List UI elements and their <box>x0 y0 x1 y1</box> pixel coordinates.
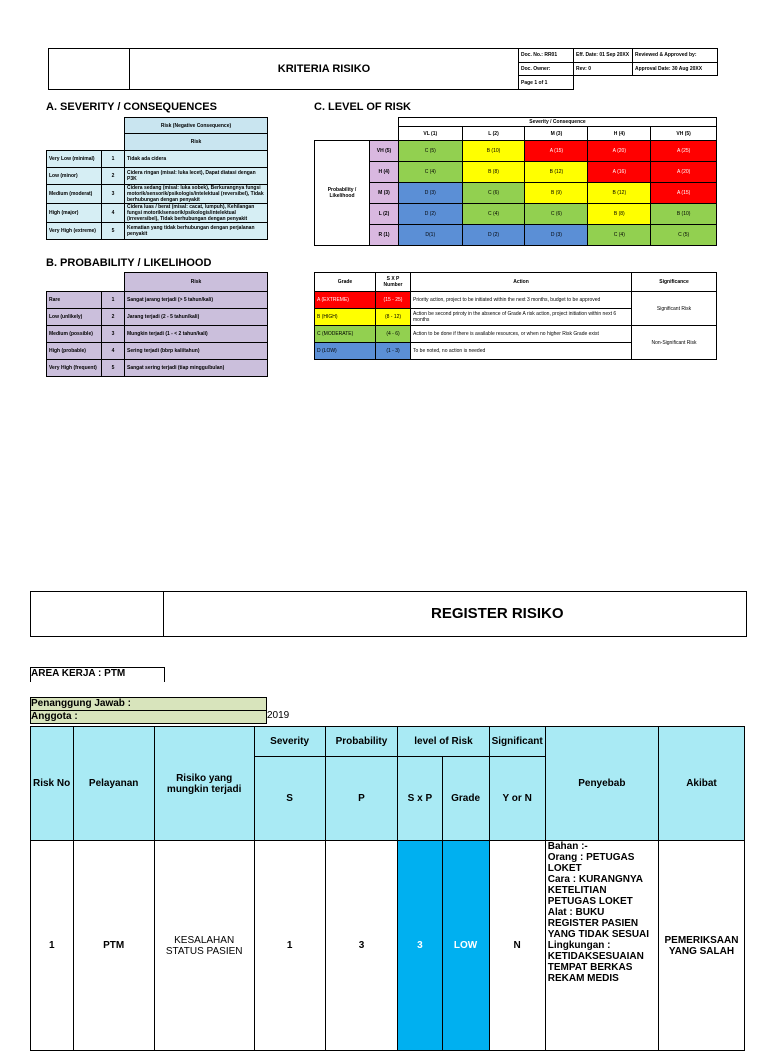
probability-title: B. PROBABILITY / LIKELIHOOD <box>46 257 212 269</box>
probability-num: 4 <box>102 343 125 360</box>
grade-action: Action to be done if there is available resources, or when no higher Risk Grade exist <box>411 326 632 343</box>
significant-header: Significant <box>489 727 545 757</box>
grade-action: To be noted, no action is needed <box>411 343 632 360</box>
non-significant-label: Non-Significant Risk <box>632 326 717 360</box>
probability-num: 3 <box>102 326 125 343</box>
level-cell: D (2) <box>399 204 463 225</box>
probability-label: Low (unlikely) <box>47 309 102 326</box>
severity-label: Very Low (minimal) <box>47 150 102 167</box>
grade-range: (4 - 6) <box>376 326 411 343</box>
risk-no: 1 <box>31 841 74 1051</box>
level-cell: D(1) <box>399 225 463 246</box>
probability-row <box>47 360 268 377</box>
level-cell: B (12) <box>525 162 588 183</box>
level-title: C. LEVEL OF RISK <box>314 101 411 113</box>
severity-label: Low (minor) <box>47 167 102 184</box>
level-cell: B (10) <box>462 141 525 162</box>
sxp-value: 3 <box>398 841 442 1051</box>
level-cell: A (15) <box>651 183 717 204</box>
severity-row <box>47 222 268 239</box>
level-col-header: L (2) <box>462 127 525 141</box>
probability-desc: Jarang terjadi (2 - 5 tahun/kali) <box>125 309 268 326</box>
grade-label: D (LOW) <box>315 343 376 360</box>
level-cell: A (20) <box>588 141 651 162</box>
level-cell: D (3) <box>525 225 588 246</box>
risiko: KESALAHAN STATUS PASIEN <box>154 841 254 1051</box>
probability-num: 5 <box>102 360 125 377</box>
severity-desc: Cidera sedang (misal: luka sobek), Berkurangnya fungsi motorik/sensorik/psikologis/intelektual (reversibel), Tidak berhubungan dengan penyakit <box>125 184 268 203</box>
level-cell: C (4) <box>462 204 525 225</box>
severity-header-1: Risk (Negative Consequence) <box>125 118 268 134</box>
table-row <box>31 841 745 1051</box>
risk-no-header: Risk No <box>31 727 74 841</box>
probability-label: High (probable) <box>47 343 102 360</box>
grade-header: Grade <box>315 273 376 292</box>
level-cell: C (6) <box>525 204 588 225</box>
grade-range: (15 - 25) <box>376 292 411 309</box>
severity-row <box>47 184 268 203</box>
register-title: REGISTER RISIKO <box>431 605 564 622</box>
level-cell: A (15) <box>525 141 588 162</box>
s-value: 1 <box>254 841 325 1051</box>
sxp-header: S x P <box>398 757 442 841</box>
page-title: KRITERIA RISIKO <box>130 49 519 90</box>
p-header: P <box>325 757 398 841</box>
register-header <box>30 591 747 637</box>
grade-range: (1 - 3) <box>376 343 411 360</box>
level-cell: C (4) <box>399 162 463 183</box>
level-header: level of Risk <box>398 727 489 757</box>
level-col-header: H (4) <box>588 127 651 141</box>
level-cell: B (9) <box>525 183 588 204</box>
severity-desc: Cidera ringan (misal: luka lecet), Dapat diatasi dengan P3K <box>125 167 268 184</box>
doc-no: Doc. No.: RR01 <box>519 49 574 63</box>
document-header <box>48 48 718 90</box>
level-cell: D (2) <box>462 225 525 246</box>
probability-header: Probability <box>325 727 398 757</box>
level-col-header: VL (1) <box>399 127 463 141</box>
approval-date: Approval Date: 30 Aug 20XX <box>633 62 718 76</box>
area-kerja: AREA KERJA : PTM <box>30 667 165 682</box>
level-row-label: H (4) <box>370 162 399 183</box>
level-cell: A (16) <box>588 162 651 183</box>
doc-owner: Doc. Owner: <box>519 62 574 76</box>
akibat: PEMERIKSAAN YANG SALAH <box>658 841 744 1051</box>
p-value: 3 <box>325 841 398 1051</box>
action-header: Action <box>411 273 632 292</box>
level-of-risk-table <box>314 117 717 246</box>
severity-num: 2 <box>102 167 125 184</box>
penyebab: Bahan :- Orang : PETUGAS LOKET Cara : KURANGNYA KETELITIAN PETUGAS LOKET Alat : BUKU REGISTER PASIEN YANG TIDAK SESUAI Lingkungan : KETIDAKSESUAIAN TEMPAT BERKAS REKAM MEDIS <box>545 841 658 1051</box>
severity-title: A. SEVERITY / CONSEQUENCES <box>46 101 217 113</box>
level-cell: A (25) <box>651 141 717 162</box>
eff-date: Eff. Date: 01 Sep 20XX <box>574 49 633 63</box>
level-row-label: M (3) <box>370 183 399 204</box>
severity-table <box>46 117 268 240</box>
significant-label: Significant Risk <box>632 292 717 326</box>
probability-side-label: Probability / Likelihood <box>315 141 370 246</box>
level-cell: B (8) <box>462 162 525 183</box>
level-cell: C (5) <box>651 225 717 246</box>
level-cell: B (10) <box>651 204 717 225</box>
year: 2019 <box>267 710 290 721</box>
s-header: S <box>254 757 325 841</box>
level-cell: C (5) <box>399 141 463 162</box>
severity-row <box>47 203 268 222</box>
penyebab-header: Penyebab <box>545 727 658 841</box>
penanggung-jawab: Penanggung Jawab : <box>30 697 267 711</box>
yorn-header: Y or N <box>489 757 545 841</box>
probability-header: Risk <box>125 273 268 292</box>
level-row-label: L (2) <box>370 204 399 225</box>
severity-row <box>47 167 268 184</box>
grade-range: (8 - 12) <box>376 309 411 326</box>
severity-row <box>47 150 268 167</box>
probability-row <box>47 309 268 326</box>
grade-value: LOW <box>442 841 489 1051</box>
grade-label: B (HIGH) <box>315 309 376 326</box>
pelayanan-header: Pelayanan <box>73 727 154 841</box>
probability-desc: Sering terjadi (bbrp kali/tahun) <box>125 343 268 360</box>
probability-desc: Mungkin terjadi (1 - < 2 tahun/kali) <box>125 326 268 343</box>
probability-num: 2 <box>102 309 125 326</box>
level-col-header: M (3) <box>525 127 588 141</box>
severity-desc: Cidera luas / berat (misal: cacat, lumpuh), Kehilangan fungsi motorik/sensorik/psikologis/intelektual (irreversibel), Tidak berhubungan dengan penyakit <box>125 203 268 222</box>
grade-label: A (EXTREME) <box>315 292 376 309</box>
probability-label: Rare <box>47 292 102 309</box>
grade-table <box>314 272 717 360</box>
severity-label: High (major) <box>47 203 102 222</box>
significance-header: Significance <box>632 273 717 292</box>
severity-num: 3 <box>102 184 125 203</box>
grade-header: Grade <box>442 757 489 841</box>
probability-row <box>47 343 268 360</box>
level-cell: D (3) <box>399 183 463 204</box>
level-cell: A (20) <box>651 162 717 183</box>
yorn-value: N <box>489 841 545 1051</box>
grade-row <box>315 292 717 309</box>
probability-desc: Sangat jarang terjadi (> 5 tahun/kali) <box>125 292 268 309</box>
level-cell: B (8) <box>588 204 651 225</box>
reviewed-label: Reviewed & Approved by: <box>633 49 718 63</box>
level-cell: C (6) <box>462 183 525 204</box>
register-table <box>30 726 745 1051</box>
severity-label: Medium (moderat) <box>47 184 102 203</box>
severity-header: Severity <box>254 727 325 757</box>
level-cell: B (12) <box>588 183 651 204</box>
probability-table <box>46 272 268 377</box>
logo-cell <box>49 49 130 90</box>
severity-consequence-header: Severity / Consequence <box>399 118 717 127</box>
severity-num: 4 <box>102 203 125 222</box>
level-cell: C (4) <box>588 225 651 246</box>
grade-action: Action be second priroty in the absence of Grade A risk action, project initiation within next 6 months <box>411 309 632 326</box>
probability-label: Medium (possible) <box>47 326 102 343</box>
risiko-header: Risiko yang mungkin terjadi <box>154 727 254 841</box>
sxp-header: S X P Number <box>376 273 411 292</box>
level-col-header: VH (5) <box>651 127 717 141</box>
grade-action: Priority action, project to be initiated within the next 3 months, budget to be approved <box>411 292 632 309</box>
pelayanan: PTM <box>73 841 154 1051</box>
rev: Rev: 0 <box>574 62 633 76</box>
anggota: Anggota : <box>30 710 267 724</box>
akibat-header: Akibat <box>658 727 744 841</box>
level-row-label: R (1) <box>370 225 399 246</box>
probability-row <box>47 326 268 343</box>
severity-num: 5 <box>102 222 125 239</box>
grade-row <box>315 326 717 343</box>
probability-row <box>47 292 268 309</box>
probability-desc: Sangat sering terjadi (tiap minggu/bulan) <box>125 360 268 377</box>
grade-label: C (MODERATE) <box>315 326 376 343</box>
severity-header-2: Risk <box>125 134 268 151</box>
severity-desc: Kematian yang tidak berhubungan dengan perjalanan penyakit <box>125 222 268 239</box>
probability-num: 1 <box>102 292 125 309</box>
severity-desc: Tidak ada cidera <box>125 150 268 167</box>
severity-label: Very High (extreme) <box>47 222 102 239</box>
register-logo-cell <box>31 592 164 636</box>
severity-num: 1 <box>102 150 125 167</box>
page-number: Page 1 of 1 <box>519 76 574 90</box>
probability-label: Very High (frequent) <box>47 360 102 377</box>
level-row-label: VH (5) <box>370 141 399 162</box>
